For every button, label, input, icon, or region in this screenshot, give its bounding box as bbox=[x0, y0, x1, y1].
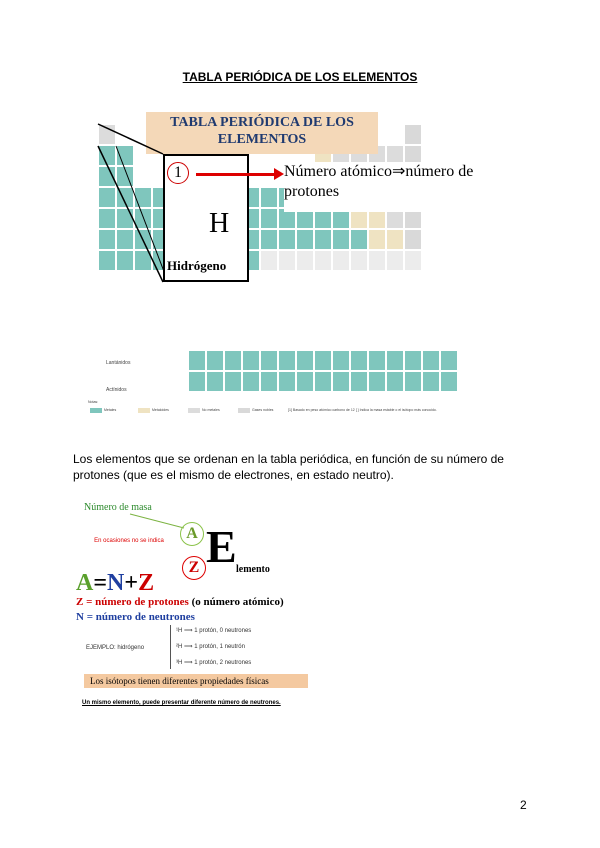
red-arrow-shaft bbox=[196, 173, 276, 176]
legend-nonmetals: No metales bbox=[202, 408, 220, 412]
isotope-note: Un mismo elemento, puede presentar diferente número de neutrones. bbox=[82, 700, 281, 706]
z-def-prefix: Z = número de bbox=[76, 596, 149, 608]
actinides-label: Actínidos bbox=[106, 387, 127, 393]
periodic-table-figure bbox=[88, 104, 518, 424]
example-brace bbox=[170, 625, 175, 669]
legend-swatch-metalloid bbox=[138, 408, 150, 413]
atomic-number-circle: Z bbox=[182, 556, 206, 580]
legend-metalloids: Metaloides bbox=[152, 408, 169, 412]
isotope-figure bbox=[70, 500, 370, 710]
formula-plus: + bbox=[124, 570, 139, 596]
mass-number-label: Número de masa bbox=[84, 502, 152, 513]
occasion-note: En ocasiones no se indica bbox=[94, 538, 164, 544]
n-def-highlight: neutrones bbox=[148, 611, 195, 623]
zoom-lines bbox=[88, 104, 518, 424]
element-symbol: H bbox=[209, 208, 230, 239]
atomic-number-circle: 1 bbox=[167, 162, 189, 184]
figure-overlay-title: TABLA PERIÓDICA DE LOS ELEMENTOS bbox=[146, 112, 378, 154]
body-paragraph: Los elementos que se ordenan en la tabla periódica, en función de su número de protones (que es el mismo de electrones, en estado neutro). bbox=[73, 452, 504, 482]
legend-note: [1] Basado en peso atómico carbono de 12 [ ] Indica la masa estable o el isótopo más conocido. bbox=[288, 408, 437, 412]
atomic-number-callout: Número atómico⇒número de protones bbox=[284, 162, 504, 212]
example-deuterium: ²H ⟹ 1 protón, 1 neutrón bbox=[176, 644, 245, 650]
element-name: Hidrógeno bbox=[167, 258, 227, 273]
n-definition bbox=[76, 611, 195, 623]
table-legend bbox=[88, 400, 518, 418]
page-title: TABLA PERIÓDICA DE LOS ELEMENTOS bbox=[182, 70, 418, 84]
legend-title: Notas: bbox=[88, 400, 99, 404]
formula-a: A bbox=[76, 570, 94, 596]
element-letter: E bbox=[206, 521, 237, 572]
legend-swatch-metal bbox=[90, 408, 102, 413]
legend-noble: Gases nobles bbox=[252, 408, 274, 412]
z-def-highlight: protones bbox=[148, 596, 189, 608]
formula-eq: = bbox=[93, 570, 108, 596]
legend-swatch-nonmetal bbox=[188, 408, 200, 413]
z-def-suffix: (o número atómico) bbox=[188, 596, 284, 608]
legend-metals: Metales bbox=[104, 408, 117, 412]
formula-z: Z bbox=[138, 570, 155, 596]
page-number: 2 bbox=[520, 798, 527, 812]
mass-number-circle: A bbox=[180, 522, 204, 546]
element-word: lemento bbox=[236, 564, 270, 575]
z-definition bbox=[76, 596, 284, 608]
isotopes-band: Los isótopos tienen diferentes propiedades físicas bbox=[84, 674, 308, 688]
example-protium: ¹H ⟹ 1 protón, 0 neutrones bbox=[176, 628, 252, 634]
n-def-prefix: N = número de bbox=[76, 611, 149, 623]
example-tritium: ³H ⟹ 1 protón, 2 neutrones bbox=[176, 660, 252, 666]
mass-formula bbox=[76, 570, 154, 597]
lanthanides-label: Lantánidos bbox=[106, 360, 131, 366]
legend-swatch-noble bbox=[238, 408, 250, 413]
formula-n: N bbox=[107, 570, 125, 596]
red-arrow-icon bbox=[274, 168, 284, 180]
example-label: EJEMPLO: hidrógeno bbox=[86, 645, 145, 651]
